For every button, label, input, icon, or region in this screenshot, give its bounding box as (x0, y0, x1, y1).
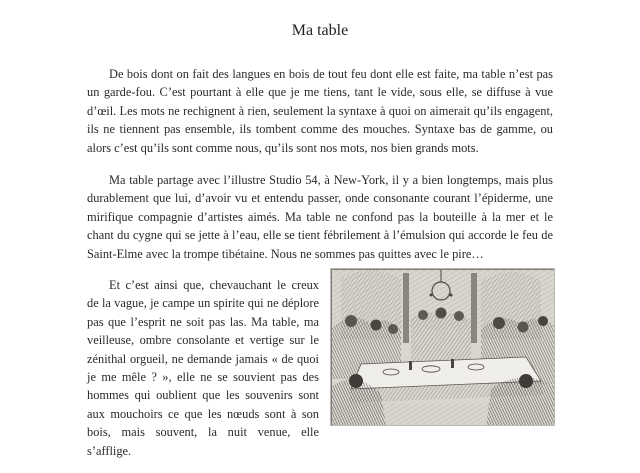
paragraph-1: De bois dont on fait des langues en bois de tout feu dont elle est faite, ma table n’est pas un garde-fou. C’est pourtant à elle que je me tiens, tant le vide, sous elle, se diffuse à vue d’œil. Les mots ne rechignent à rien, seulement la syntaxe à quoi on aimerait qu’ils engagent, ils ne tiennent pas ensemble, ils tombent comme des mouches. Syntaxe bas de gamme, ou alors c’est qu’ils sont comme nous, qu’ils sont nos mots, nos bien grands mots. (87, 67, 553, 155)
paragraph-2: Ma table partage avec l’illustre Studio 54, à New-York, il y a bien longtemps, mais plus durablement que lui, d’avoir vu et entendu passer, onde consonante courant l’épiderme, une mirifique compagnie d’artistes aimés. Ma table ne confond pas la bouteille à la mer et le chant du cygne qui se jette à l’eau, elle se tient fébrilement à l’émulsion qui accorde le feu de Saint-Elme avec la trompe tibétaine. Nous ne sommes pas quittes avec le pire… (87, 173, 553, 261)
banquet-engraving-image (330, 268, 555, 426)
paragraph-3: Et c’est ainsi que, chevauchant le creux de la vague, je campe un spirite qui ne déplore pas que l’esprit ne soit pas las. Ma table, ma veilleuse, ombre consolante et vertige sur le zénithal orgueil, ne demande jamais « de quoi je me mêle ? », elle ne se souvient pas des hommes qui oublient que les souvenirs sont aux mouchoirs ce que les nœuds sont à son bois, mais souvent, la nuit venue, elle s’afflige. (87, 278, 319, 458)
page-title: Ma table (291, 22, 349, 39)
